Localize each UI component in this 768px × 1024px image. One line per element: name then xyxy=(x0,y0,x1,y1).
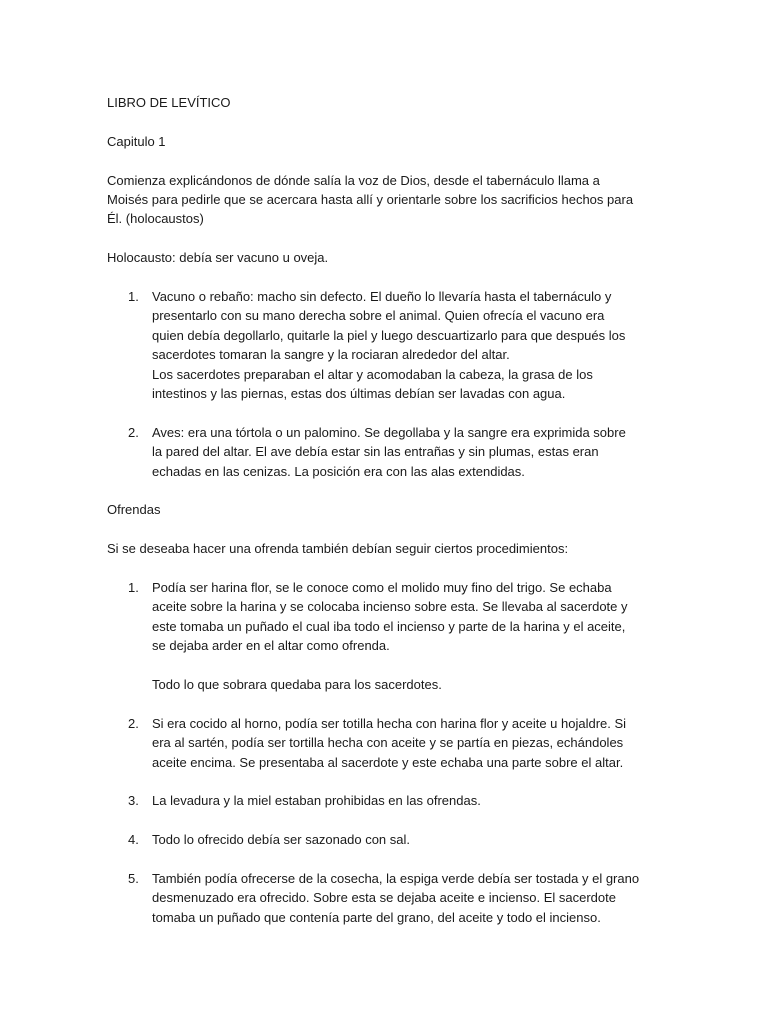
document-title: LIBRO DE LEVÍTICO xyxy=(107,95,231,110)
chapter-heading: Capitulo 1 xyxy=(107,133,166,149)
list-item-text: Podía ser harina flor, se le conoce como el molido muy fino del trigo. Se echaba aceite sobre la harina y se colocaba incienso sobre esta. Se llevaba al sacerdote y este tomaba un puñado el cual iba todo el incienso y parte de la harina y el aceite, se dejaba arder en el altar como ofrenda. xyxy=(152,580,628,654)
ofrendas-heading: Ofrendas xyxy=(107,502,161,518)
list-item xyxy=(107,791,667,810)
holocausto-heading: Holocausto: debía ser vacuno u oveja. xyxy=(107,250,329,266)
list-number: 4. xyxy=(128,832,139,848)
ofrendas-list xyxy=(107,578,667,927)
list-item-text: Si era cocido al horno, podía ser totilla hecha con harina flor y aceite u hojaldre. Si era al sartén, podía ser tortilla hecha con aceite y se partía en piezas, echándoles aceite encima. Se presentaba al sacerdote y este echaba una parte sobre el altar. xyxy=(152,715,627,770)
list-number: 2. xyxy=(128,715,139,731)
list-item-subtext: Todo lo que sobrara quedaba para los sacerdotes. xyxy=(152,677,442,693)
holocausto-list xyxy=(107,287,667,481)
list-item-text: Aves: era una tórtola o un palomino. Se degollaba y la sangre era exprimida sobre la pared del altar. El ave debía estar sin las entrañas y sin plumas, estas eran echadas en las cenizas. La posición era con las alas extendidas. xyxy=(152,424,626,479)
list-number: 5. xyxy=(128,871,139,887)
list-item xyxy=(107,830,667,849)
list-number: 2. xyxy=(128,424,139,440)
list-item xyxy=(107,714,667,772)
document-page xyxy=(107,93,667,947)
list-item xyxy=(107,423,667,481)
intro-paragraph: Comienza explicándonos de dónde salía la voz de Dios, desde el tabernáculo llama a Moisés para pedirle que se acercara hasta allí y orientarle sobre los sacrificios hechos para Él. (holocaustos) xyxy=(107,172,634,227)
list-item xyxy=(107,578,667,694)
list-number: 1. xyxy=(128,289,139,304)
list-item xyxy=(107,869,667,927)
list-number: 3. xyxy=(128,793,139,809)
ofrendas-intro: Si se deseaba hacer una ofrenda también debían seguir ciertos procedimientos: xyxy=(107,541,569,557)
list-item-text: La levadura y la miel estaban prohibidas en las ofrendas. xyxy=(152,793,481,809)
list-item-text: Vacuno o rebaño: macho sin defecto. El dueño lo llevaría hasta el tabernáculo y presentarlo con su mano derecha sobre el animal. Quien ofrecía el vacuno era quien debía degollarlo, quitarle la piel y luego descuartizarlo para que después los sacerdotes tomaran la sangre y la rociaran alrededor del altar. Los sacerdotes preparaban el altar y acomodaban la cabeza, la grasa de los intestinos y las piernas, estas dos últimas debían ser lavadas con agua. xyxy=(152,289,626,402)
list-number: 1. xyxy=(128,580,139,596)
list-item-text: También podía ofrecerse de la cosecha, la espiga verde debía ser tostada y el grano desmenuzado era ofrecido. Sobre esta se dejaba aceite e incienso. El sacerdote tomaba un puñado que contenía parte del grano, del aceite y todo el incienso. xyxy=(152,871,640,925)
list-item-text: Todo lo ofrecido debía ser sazonado con sal. xyxy=(152,832,411,848)
list-item xyxy=(107,287,667,403)
